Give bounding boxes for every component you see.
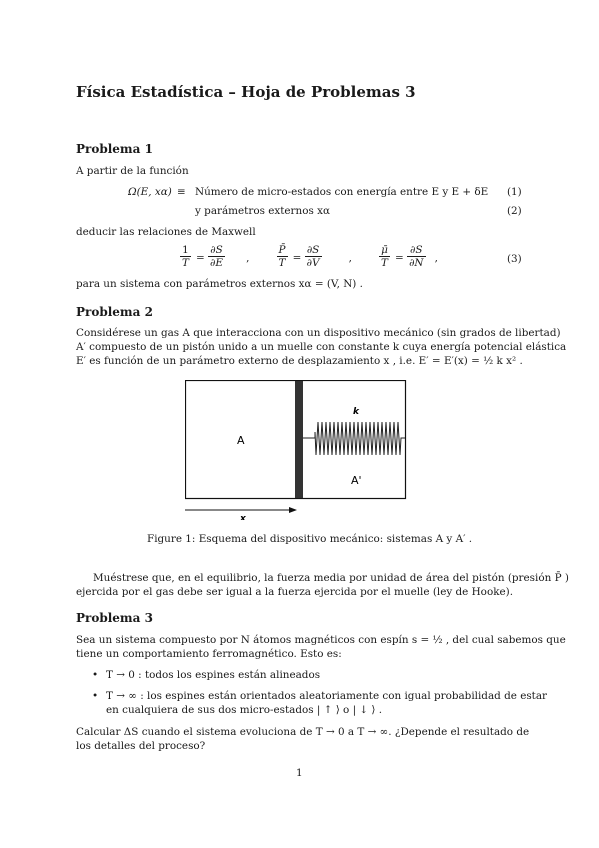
figure-caption: Figure 1: Esquema del dispositivo mecánico: sistemas A y A′ . — [147, 533, 473, 545]
eq1-lhs: Ω(E, xα) — [128, 186, 172, 198]
deduce-line: deducir las relaciones de Maxwell — [76, 226, 256, 238]
figure-label-Aprime: A' — [351, 474, 362, 487]
piston-spring-figure — [185, 380, 420, 520]
figure-label-x: x — [240, 514, 246, 520]
frac-1-over-T: $\frac{1}{T}$ — [182, 244, 189, 269]
problem-1-heading: Problema 1 — [76, 142, 153, 156]
problem-2-para2: ejercida por el gas debe ser igual a la fuerza ejercida por el muelle (ley de Hooke). — [76, 586, 514, 598]
problem-2-line2: A′ compuesto de un pistón unido a un muelle con constante k cuya energía potencial elástica — [76, 341, 567, 353]
problem-2-line1: Considérese un gas A que interacciona con un dispositivo mecánico (sin grados de libertad) — [76, 327, 561, 339]
eq2-text: y parámetros externos xα — [195, 205, 330, 217]
maxwell-relations: $\frac{1}{T}$ = $\frac{\partial S}{\partial E}$ , $\frac{P̄}{T}$ = $\frac{\partial S}{\partial V}$ , $\frac{\mū}{T}$ = $\frac{\partial S}{\partial N}$ , — [182, 244, 438, 269]
arrow-head — [289, 507, 297, 513]
bullet-dot-1: • — [92, 669, 99, 681]
frac-P-over-T: $\frac{P̄}{T}$ — [278, 244, 286, 269]
problem-3-line1: Sea un sistema compuesto por N átomos magnéticos con espín s = ½ , del cual sabemos que — [76, 634, 566, 646]
page-number: 1 — [296, 767, 303, 779]
bullet-2b: en cualquiera de sus dos micro-estados | ↑ ⟩ o | ↓ ⟩ . — [106, 704, 383, 716]
problem-3-calc1: Calcular ΔS cuando el sistema evoluciona de T → 0 a T → ∞. ¿Depende el resultado de — [76, 726, 530, 738]
frac-dS-dN: $\frac{\partial S}{\partial N}$ — [409, 244, 424, 269]
problem-3-calc2: los detalles del proceso? — [76, 740, 206, 752]
spring — [303, 422, 405, 455]
problem-2-para1: Muéstrese que, en el equilibrio, la fuerza media por unidad de área del pistón (presión P̄ ) — [93, 572, 569, 584]
problem-3-line2: tiene un comportamiento ferromagnético. Esto es: — [76, 648, 342, 660]
bullet-dot-2: • — [92, 690, 99, 702]
problem-3-heading: Problema 3 — [76, 611, 153, 625]
frac-mu-over-T: $\frac{\mū}{T}$ — [381, 244, 388, 269]
figure-label-A: A — [237, 434, 245, 447]
eq1-equiv: ≡ — [177, 186, 186, 198]
problem-2-heading: Problema 2 — [76, 305, 153, 319]
problem-2-line3: E′ es función de un parámetro externo de desplazamiento x , i.e. E′ = E′(x) = ½ k x² . — [76, 355, 523, 367]
eq3-number: (3) — [507, 253, 522, 265]
eq1-number: (1) — [507, 186, 522, 198]
page-title: Física Estadística – Hoja de Problemas 3 — [76, 83, 416, 101]
problem-1-intro: A partir de la función — [76, 165, 189, 177]
piston — [295, 381, 303, 498]
frac-dS-dV: $\frac{\partial S}{\partial V}$ — [306, 244, 320, 269]
bullet-2a: T → ∞ : los espines están orientados aleatoriamente con igual probabilidad de estar — [106, 690, 548, 702]
eq2-number: (2) — [507, 205, 522, 217]
bullet-1: T → 0 : todos los espines están alineados — [106, 669, 321, 681]
problem-1-closing: para un sistema con parámetros externos xα = (V, N) . — [76, 278, 363, 290]
figure-label-k: k — [353, 407, 359, 417]
frac-dS-dE: $\frac{\partial S}{\partial E}$ — [210, 244, 224, 269]
eq1-text: Número de micro-estados con energía entre E y E + δE — [195, 186, 489, 198]
